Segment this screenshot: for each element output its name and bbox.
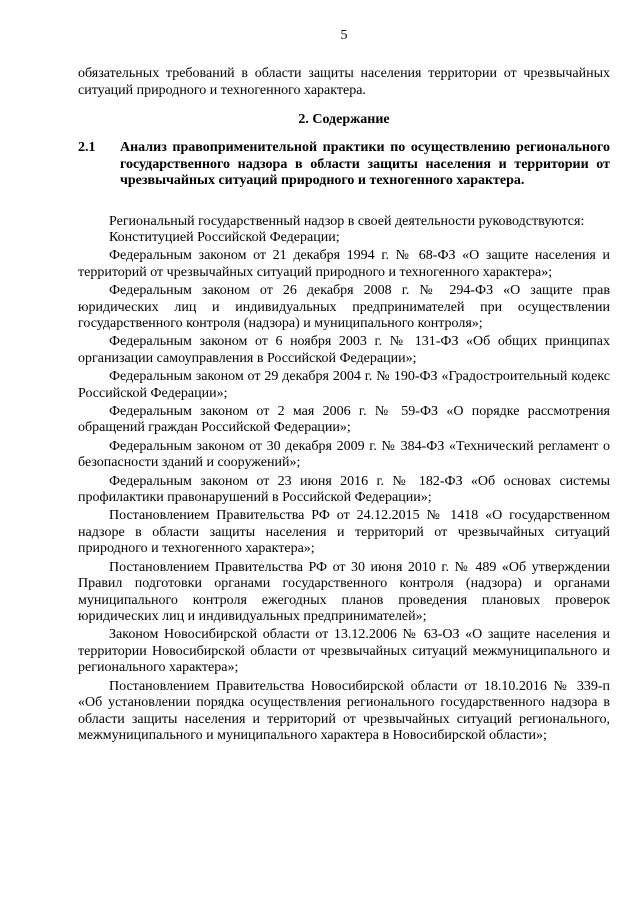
list-item: Федеральным законом от 21 декабря 1994 г. № 68-ФЗ «О защите населения и территорий от чрезвычайных ситуаций природного и техногенного характера»; bbox=[78, 248, 610, 280]
subsection-heading bbox=[78, 140, 610, 190]
list-item: Федеральным законом от 30 декабря 2009 г. № 384-ФЗ «Технический регламент о безопасности зданий и сооружений»; bbox=[78, 438, 610, 471]
page-number: 5 bbox=[340, 28, 348, 43]
lead-paragraph: Региональный государственный надзор в своей деятельности руководствуются: bbox=[109, 213, 585, 229]
section-title: 2. Содержание bbox=[298, 112, 390, 127]
intro-paragraph: обязательных требований в области защиты населения территории от чрезвычайных ситуаций природного и техногенного характера. bbox=[78, 66, 610, 98]
list-item: Федеральным законом от 23 июня 2016 г. № 182-ФЗ «Об основах системы профилактики правонарушений в Российской Федерации»; bbox=[78, 473, 610, 506]
list-item: Постановлением Правительства РФ от 30 июня 2010 г. № 489 «Об утверждении Правил подготовки органами государственного контроля (надзора) и органами муниципального контроля ежегодных планов проведения плановых проверок юридических лиц и индивидуальных предпринимателей»; bbox=[78, 559, 610, 625]
document-page bbox=[78, 28, 610, 747]
list-item: Федеральным законом от 26 декабря 2008 г. № 294-ФЗ «О защите прав юридических лиц и индивидуальных предпринимателей при осуществлении государственного контроля (надзора) и муниципального контроля»; bbox=[78, 283, 610, 332]
list-item: Федеральным законом от 2 мая 2006 г. № 59-ФЗ «О порядке рассмотрения обращений граждан Российской Федерации»; bbox=[78, 403, 610, 436]
subsection-number: 2.1 bbox=[78, 140, 96, 155]
subsection-title: Анализ правоприменительной практики по осуществлению регионального государственного надзора в области защиты населения и территории от чрезвычайных ситуаций природного и техногенного характера. bbox=[120, 140, 610, 188]
list-item: Постановлением Правительства РФ от 24.12.2015 № 1418 «О государственном надзоре в области защиты населения и территорий от чрезвычайных ситуаций природного и техногенного характера»; bbox=[78, 508, 610, 557]
list-item: Постановлением Правительства Новосибирской области от 18.10.2016 № 339-п «Об установлении порядка осуществления регионального государственного надзора в области защиты населения и территорий от чрезвычайных ситуаций регионального, межмуниципального и муниципального характера в Новосибирской области»; bbox=[78, 678, 610, 744]
list-item: Федеральным законом от 6 ноября 2003 г. № 131-ФЗ «Об общих принципах организации самоуправления в Российской Федерации»; bbox=[78, 334, 610, 366]
list-item: Федеральным законом от 29 декабря 2004 г. № 190-ФЗ «Градостроительный кодекс Российской Федерации»; bbox=[78, 369, 610, 401]
list-item: Законом Новосибирской области от 13.12.2006 № 63-ОЗ «О защите населения и территории Новосибирской области от чрезвычайных ситуаций межмуниципального и регионального характера»; bbox=[78, 627, 610, 676]
list-item: Конституцией Российской Федерации; bbox=[109, 230, 340, 245]
legal-basis-list bbox=[78, 230, 610, 745]
